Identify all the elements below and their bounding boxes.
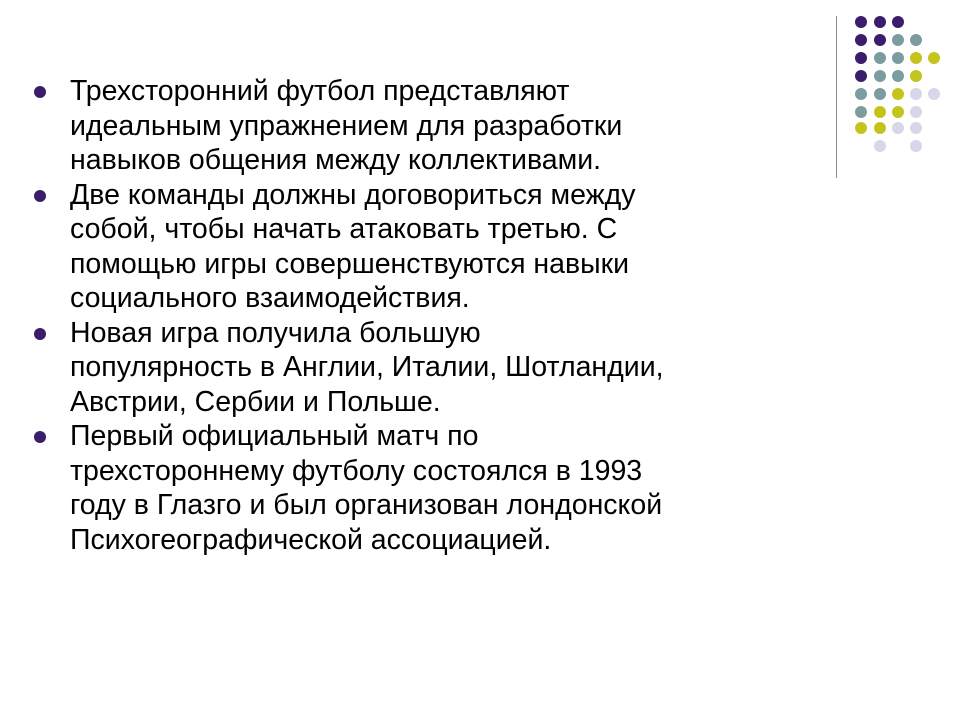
bullet-dot-icon <box>34 86 46 98</box>
decor-dot <box>855 70 867 82</box>
bullet-item <box>34 316 824 420</box>
bullet-line: социального взаимодействия. <box>70 282 470 314</box>
bullet-line: Новая игра получила большую <box>70 316 481 349</box>
bullet-line: собой, чтобы начать атаковать третью. С <box>70 213 618 245</box>
bullet-line: Первый официальный матч по <box>70 420 479 452</box>
decor-dot <box>928 52 940 64</box>
decor-dot <box>910 52 922 64</box>
decor-dot <box>874 122 886 134</box>
decor-dot <box>855 122 867 134</box>
bullet-dot-icon <box>34 190 46 202</box>
bullet-line: трехстороннему футболу состоялся в 1993 <box>70 454 643 487</box>
bullet-line: Психогеографической ассоциацией. <box>70 523 552 556</box>
decor-dot <box>855 16 867 28</box>
decor-dot <box>892 88 904 100</box>
decor-dot <box>910 106 922 118</box>
bullet-dot-icon <box>34 328 46 340</box>
decor-dot <box>855 52 867 64</box>
decor-dot <box>892 122 904 134</box>
bullet-item <box>34 419 824 557</box>
decor-dot <box>910 70 922 82</box>
bullet-line: популярность в Англии, Италии, Шотландии, <box>70 351 664 383</box>
bullet-line: навыков общения между коллективами. <box>70 144 602 176</box>
decor-dot <box>892 70 904 82</box>
decor-dot <box>874 88 886 100</box>
decor-dot <box>928 88 940 100</box>
decor-dot <box>874 70 886 82</box>
decor-dot <box>892 34 904 46</box>
decor-dot <box>874 34 886 46</box>
decor-dot <box>855 88 867 100</box>
decor-dot <box>874 16 886 28</box>
decor-dot <box>910 34 922 46</box>
bullet-line: году в Глазго и был организован лондонской <box>70 489 663 521</box>
decor-dot <box>910 88 922 100</box>
decor-dot <box>855 106 867 118</box>
decor-dot <box>855 34 867 46</box>
bullet-dot-icon <box>34 431 46 443</box>
bullet-line: идеальным упражнением для разработки <box>70 109 623 142</box>
bullet-line: помощью игры совершенствуются навыки <box>70 247 630 280</box>
decor-dot <box>910 122 922 134</box>
bullet-line: Две команды должны договориться между <box>70 178 636 211</box>
bullet-item <box>34 178 824 316</box>
bullet-line: Трехсторонний футбол представляют <box>70 75 570 107</box>
decor-dot <box>892 16 904 28</box>
bullet-list <box>34 74 824 557</box>
decor-dot <box>910 140 922 152</box>
decor-dot <box>874 106 886 118</box>
decor-dot <box>892 106 904 118</box>
decor-dot <box>892 52 904 64</box>
decor-dot <box>874 140 886 152</box>
vertical-divider <box>836 16 837 178</box>
decor-dot <box>874 52 886 64</box>
bullet-line: Австрии, Сербии и Польше. <box>70 385 441 418</box>
bullet-item <box>34 74 824 178</box>
